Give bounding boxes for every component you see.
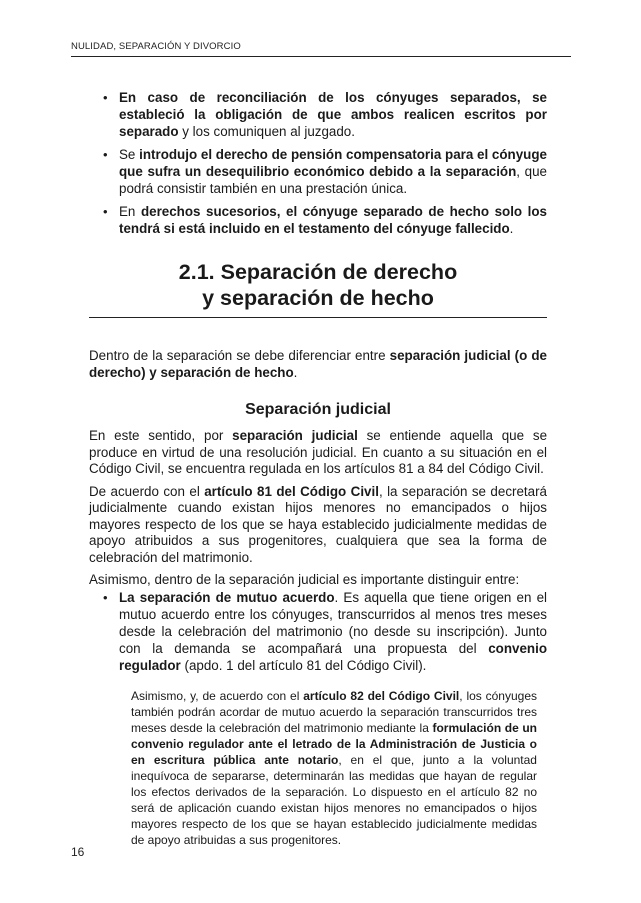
bold-segment: artículo 81 del Código Civil: [204, 483, 379, 499]
bullet-icon: •: [103, 589, 108, 605]
bullet-icon: •: [103, 147, 108, 162]
list-item: [89, 146, 547, 197]
bold-segment: introdujo el derecho de pensión compensatoria para el cónyuge que sufra un desequilibrio económico debido a la separación: [119, 147, 547, 179]
bold-segment: derechos sucesorios, el cónyuge separado de hecho solo los tendrá si está incluido en el testamento del cónyuge fallecido: [119, 204, 547, 236]
section-title: [89, 259, 547, 311]
list-item: [89, 89, 547, 140]
paragraph: [89, 428, 547, 478]
text-segment: (apdo. 1 del artículo 81 del Código Civil).: [180, 657, 427, 673]
list-item: [89, 203, 547, 237]
text-segment: , que podrá consistir también en una prestación única.: [119, 164, 547, 196]
text-segment: . Es aquella que tiene origen en el mutuo acuerdo entre los cónyuges, transcurridos al menos tres meses desde la celebración del matrimonio (no desde su inscripción). Junto con la demanda se acompañará una propuesta del: [119, 589, 547, 656]
bullet-text: [119, 90, 547, 139]
section-title-line-2: y separación de hecho: [202, 286, 434, 310]
text-segment: , los cónyuges también podrán acordar de mutuo acuerdo la separación transcurridos tres meses desde la celebración del matrimonio mediante la: [131, 688, 537, 735]
bullet-text: [119, 147, 547, 196]
list-item: [89, 589, 547, 674]
bold-segment: La separación de mutuo acuerdo: [119, 589, 335, 605]
page-number: 16: [71, 845, 85, 859]
bold-segment: convenio regulador: [119, 640, 547, 673]
text-segment: Dentro de la separación se debe diferenciar entre: [89, 348, 390, 363]
section-title-line-1: 2.1. Separación de derecho: [178, 260, 458, 284]
bold-segment: artículo 82 del Código Civil: [303, 688, 460, 703]
text-segment: Asimismo, dentro de la separación judicial es importante distinguir entre:: [89, 572, 520, 587]
bullet-text: [119, 590, 547, 673]
bold-segment: separación judicial (o de derecho) y separación de hecho: [89, 348, 547, 380]
subsection-title: Separación judicial: [245, 401, 391, 418]
page-content: [89, 89, 547, 848]
text-segment: .: [509, 221, 514, 236]
text-segment: En: [119, 204, 141, 219]
text-segment: De acuerdo con el: [89, 483, 205, 499]
header-rule: [71, 56, 571, 57]
intro-paragraph: [89, 348, 547, 381]
text-segment: , en el que, junto a la voluntad inequívoca de separarse, determinarán las medidas que hayan de regular los efectos derivados de la separación. Lo dispuesto en el artículo 82 no será de aplicación cuando existan hijos menores no emancipados o hijos mayores respecto de los que se hayan establecido judicialmente medidas de apoyo atribuidas a sus progenitores.: [131, 752, 537, 847]
text-segment: .: [293, 364, 298, 380]
top-bullet-list: [89, 89, 547, 237]
section-rule: [89, 317, 547, 318]
text-segment: Se: [119, 147, 140, 162]
quote-text: [131, 689, 537, 847]
running-header: NULIDAD, SEPARACIÓN Y DIVORCIO: [71, 41, 241, 52]
bold-segment: formulación de un convenio regulador ante el letrado de la Administración de Justicia o en escritura pública ante notario: [131, 720, 537, 767]
paragraph: [89, 484, 547, 567]
bullet-icon: •: [103, 90, 108, 105]
sub-bullet-list: [89, 589, 547, 674]
bold-segment: separación judicial: [232, 428, 358, 443]
text-segment: y los comuniquen al juzgado.: [178, 124, 355, 139]
legal-quote: [131, 688, 537, 848]
bullet-text: [119, 204, 547, 236]
paragraph-text: [89, 484, 547, 565]
paragraph-text: [89, 428, 547, 476]
text-segment: En este sentido, por: [89, 428, 233, 443]
paragraph-text: [89, 572, 519, 587]
text-segment: se entiende aquella que se produce en virtud de una resolución judicial. En cuanto a su situación en el Código Civil, se encuentra regulada en los artículos 81 a 84 del Código Civil.: [89, 428, 548, 476]
text-segment: Asimismo, y, de acuerdo con el: [131, 688, 304, 703]
bold-segment: En caso de reconciliación de los cónyuges separados, se estableció la obligación de que ambos realicen escritos por separado: [119, 90, 547, 139]
paragraph: [89, 572, 547, 589]
intro-text: [89, 348, 547, 380]
text-segment: , la separación se decretará judicialmente cuando existan hijos menores no emancipados o hijos mayores respecto de los que se haya establecido judicialmente medidas de apoyo atribuidos a sus progenitores, cualquiera que sea la forma de celebración del matrimonio.: [89, 483, 548, 565]
bullet-icon: •: [103, 204, 108, 219]
